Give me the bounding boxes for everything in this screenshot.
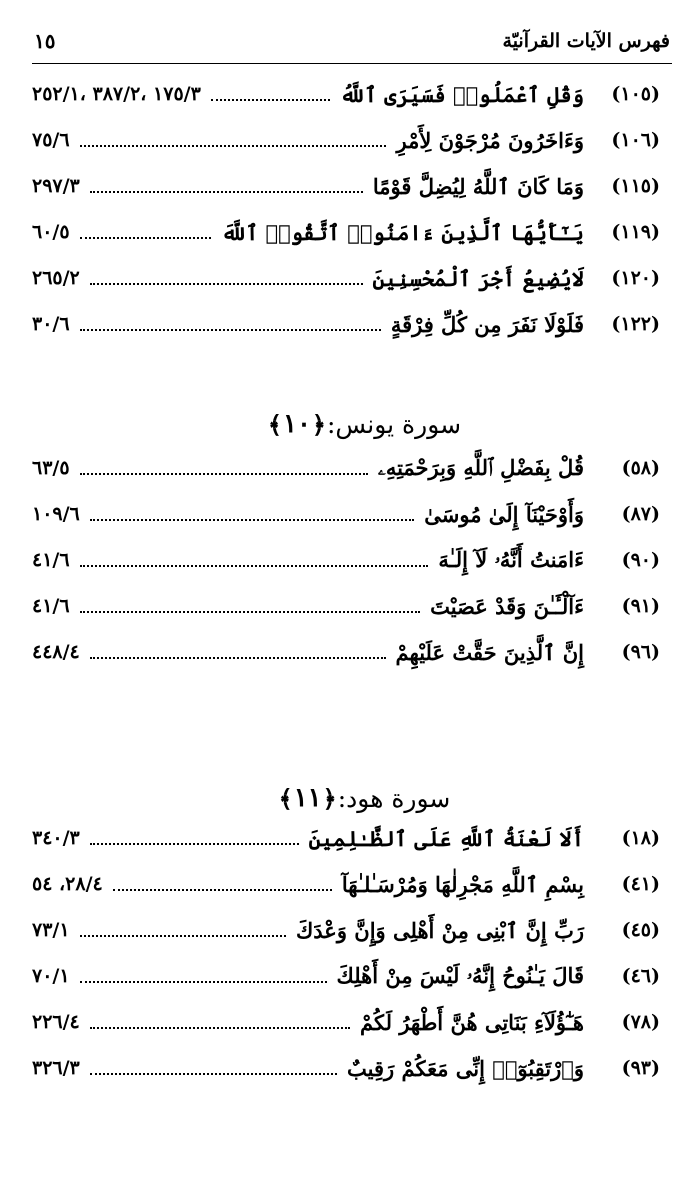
index-row — [32, 864, 660, 904]
page-reference: ٢٦٥/٢ — [32, 267, 80, 289]
verse-text: قُلْ بِفَضْلِ ٱللَّهِ وَبِرَحْمَتِهِۦ — [377, 455, 584, 480]
index-row — [32, 494, 660, 534]
verse-text: وَمَا كَانَ ٱللَّهُ لِيُضِلَّ قَوْمًا — [372, 173, 584, 199]
dot-leader — [90, 283, 363, 285]
index-row — [32, 120, 660, 160]
dot-leader — [90, 519, 415, 521]
index-row — [32, 818, 660, 858]
verse-number: (٨٧) — [621, 503, 660, 525]
verse-text: وَٱرْتَقِبُوٓا۟ إِنِّى مَعَكُمْ رَقِيبٌ — [347, 1055, 584, 1081]
verse-text: قَالَ يَـٰنُوحُ إِنَّهُۥ لَيْسَ مِنْ أَهْلِكَ — [336, 963, 584, 988]
page-reference: ٢٢٦/٤ — [32, 1011, 80, 1033]
page-reference: ٧٠/١ — [32, 965, 70, 987]
running-title: فهرس الآيات القرآنيّة — [502, 30, 670, 52]
page-reference: ٣٢٦/٣ — [32, 1057, 80, 1079]
surah-number: ١٠ — [282, 409, 311, 439]
page-reference: ٣٠/٦ — [32, 313, 70, 335]
verse-text: وَأَوْحَيْنَآ إِلَىٰ مُوسَىٰ — [424, 501, 584, 527]
dot-leader — [80, 473, 368, 475]
index-row — [32, 632, 660, 672]
page-reference: ٤١/٦ — [32, 549, 70, 571]
index-row — [32, 540, 660, 580]
verse-number: (٩٣) — [621, 1057, 660, 1079]
verse-text: بِسْمِ ٱللَّهِ مَجْرِلٰهَا وَمُرْسَـٰلـٰهَآ — [341, 871, 584, 897]
verse-number: (٥٨) — [621, 457, 660, 479]
dot-leader — [113, 889, 332, 891]
page-header — [34, 24, 670, 58]
page-reference: ٢٨/٤، ٥٤ — [32, 873, 103, 895]
dot-leader — [80, 981, 327, 983]
verse-number: (١٠٥) — [611, 83, 660, 105]
verse-number: (٤٦) — [621, 965, 660, 987]
ornate-bracket-close: ﴾ — [267, 409, 282, 439]
verse-number: (٤١) — [621, 873, 660, 895]
index-row — [32, 166, 660, 206]
ornate-bracket-close: ﴾ — [278, 783, 293, 813]
index-row — [32, 910, 660, 950]
verse-number: (٧٨) — [621, 1011, 660, 1033]
verse-number: (١٨) — [621, 827, 660, 849]
page-reference: ٣٤٠/٣ — [32, 827, 80, 849]
index-row — [32, 448, 660, 488]
page-reference: ٧٣/١ — [32, 919, 70, 941]
index-row — [32, 304, 660, 344]
page-reference: ٤٤٨/٤ — [32, 641, 80, 663]
page-reference: ١٧٥/٣ ،٣٨٧/٢ ،٢٥٢/١ — [32, 83, 201, 105]
dot-leader — [80, 329, 381, 331]
verse-number: (١٢٠) — [611, 267, 660, 289]
verse-number: (١١٥) — [611, 175, 660, 197]
verse-text: هَـٰٓؤُلَآءِ بَنَاتِى هُنَّ أَطْهَرُ لَكُمْ — [360, 1009, 584, 1035]
verse-number: (٩١) — [621, 595, 660, 617]
dot-leader — [80, 237, 212, 239]
ornate-bracket-open: ﴿ — [311, 409, 326, 439]
header-rule — [32, 63, 672, 64]
index-row — [32, 956, 660, 996]
index-row — [32, 74, 660, 114]
index-row — [32, 258, 660, 298]
dot-leader — [90, 1027, 350, 1029]
dot-leader — [80, 935, 286, 937]
verse-number: (١١٩) — [611, 221, 660, 243]
page-reference: ٦٣/٥ — [32, 457, 70, 479]
dot-leader — [90, 657, 386, 659]
dot-leader — [90, 1073, 337, 1075]
verse-number: (٩٦) — [621, 641, 660, 663]
verse-text: ءَآلْـَٔـٰنَ وَقَدْ عَصَيْتَ — [430, 593, 584, 619]
verse-text: فَلَوْلَا نَفَرَ مِن كُلِّ فِرْقَةٍ — [390, 311, 584, 337]
page-reference: ٤١/٦ — [32, 595, 70, 617]
verse-text: لَايُضِيعُ أَجْرَ ٱلْمُحْسِنِينَ — [372, 265, 584, 291]
verse-text: وَقُلِ ٱعْمَلُوا۟ فَسَيَرَى ٱللَّهُ — [339, 81, 584, 107]
dot-leader — [80, 145, 387, 147]
dot-leader — [90, 843, 299, 845]
page-reference: ١٠٩/٦ — [32, 503, 80, 525]
verse-text: رَبِّ إِنَّ ٱبْنِى مِنْ أَهْلِى وَإِنَّ وَعْدَكَ — [295, 917, 584, 943]
dot-leader — [80, 611, 421, 613]
surah-number: ١١ — [293, 783, 322, 813]
dot-leader — [90, 191, 363, 193]
verse-number: (١٢٢) — [611, 313, 660, 335]
page-reference: ٢٩٧/٣ — [32, 175, 80, 197]
surah-heading-hud — [60, 776, 668, 820]
page-reference: ٧٥/٦ — [32, 129, 70, 151]
index-row — [32, 1048, 660, 1088]
ornate-bracket-open: ﴿ — [322, 783, 337, 813]
index-row — [32, 586, 660, 626]
verse-text: ءَامَنتُ أَنَّهُۥ لَآ إِلَـٰهَ — [438, 547, 584, 572]
surah-name: سورة يونس: — [326, 409, 462, 439]
surah-name: سورة هود: — [337, 783, 451, 813]
verse-number: (١٠٦) — [611, 129, 660, 151]
surah-heading-yunus — [60, 402, 668, 446]
verse-number: (٩٠) — [621, 549, 660, 571]
verse-number: (٤٥) — [621, 919, 660, 941]
verse-text: يَـٰٓأَيُّهَا ٱلَّذِينَ ءَامَنُوا۟ ٱتَّقُوا۟ ٱللَّهَ — [221, 219, 584, 245]
page-reference: ٦٠/٥ — [32, 221, 70, 243]
dot-leader — [80, 565, 429, 567]
verse-text: أَلَا لَعْنَةُ ٱللَّهِ عَلَى ٱلظَّـٰلِمِينَ — [308, 825, 584, 851]
page-number: ١٥ — [34, 29, 56, 53]
verse-text: وَءَاخَرُونَ مُرْجَوْنَ لِأَمْرِ — [396, 127, 584, 153]
index-row — [32, 212, 660, 252]
verse-text: إِنَّ ٱلَّذِينَ حَقَّتْ عَلَيْهِمْ — [395, 639, 584, 665]
index-row — [32, 1002, 660, 1042]
dot-leader — [211, 99, 330, 101]
